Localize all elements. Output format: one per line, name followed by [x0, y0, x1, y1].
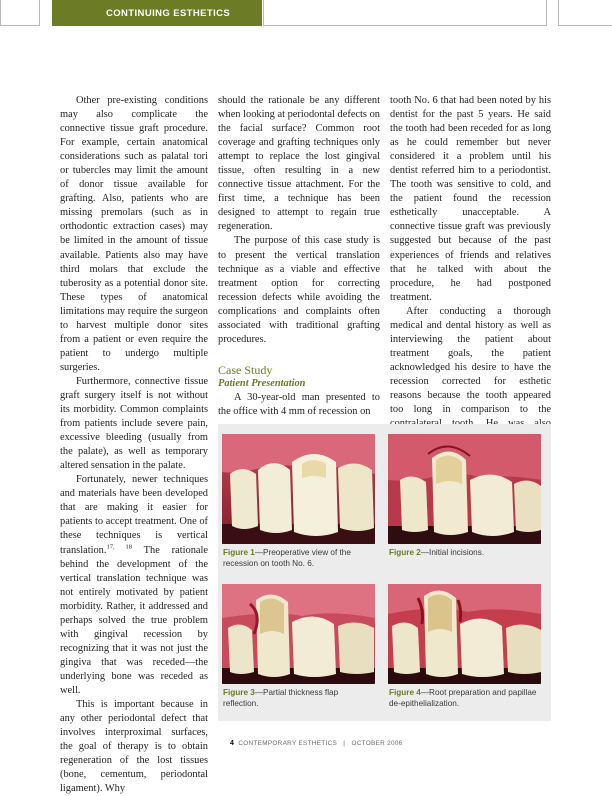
page-number: 4 — [230, 740, 235, 747]
caption-text: —Root preparation and papillae de-epithelialization. — [389, 688, 537, 708]
figure-3-caption — [223, 688, 373, 709]
paragraph-text: The rationale behind the development of the vertical translation technique was not entirely motivated by patient morbidity. Rather, it addressed and perhaps solved the true problem with gingival recession by recognizing that it was not just the gingiva that was receded—the underlying bone was receded as well. — [60, 544, 209, 696]
paragraph: tooth No. 6 that had been noted by his dentist for the past 5 years. He said the tooth had been receded for as long as he could remember but never considered it a problem until his dentist referred him to a periodontist. The tooth was sensitive to cold, and the patient found the recession esthetically unacceptable. A connective tissue graft was previously suggested but because of the past experiences of friends and relatives that he talked with about the procedure, he had postponed treatment. — [390, 95, 551, 303]
figure-label: Figure 3 — [223, 688, 255, 697]
caption-text: —Partial thickness flap reflection. — [223, 688, 339, 708]
header-center-box — [263, 0, 547, 26]
figure-3-photo — [222, 584, 375, 684]
footer-separator: | — [343, 740, 346, 747]
figure-label: Figure 4 — [389, 688, 421, 697]
paragraph: After conducting a thorough medical and dental history as well as interviewing the patient about treatment goals, the patient acknowledged his desire to have the recession corrected for esthetic reasons because the tooth appeared too long in comparison to the — [390, 305, 551, 416]
text-column-1 — [60, 94, 208, 796]
paragraph — [60, 473, 208, 698]
paragraph: This is important because in any other periodontal defect that involves interproximal surfaces, the goal of therapy is to obtain regeneration of the lost tissues (bone, cementum, periodontal ligament). Why — [60, 699, 208, 795]
figure-label: Figure 2 — [389, 548, 421, 557]
header-right-box — [558, 0, 612, 26]
caption-text: —Initial incisions. — [420, 548, 485, 557]
paragraph: should the rationale be any different when looking at periodontal defects on the facial surface? Common root coverage and grafting techniques only attempt to replace the lost gingival tissue, often resulting in a new connective tissue attachment. For the first time, a technique has been designed to attempt to regain true regeneration. — [218, 95, 380, 233]
figure-4-photo — [388, 584, 541, 684]
figure-2-caption — [389, 548, 539, 559]
text-column-2 — [218, 94, 380, 419]
figure-2-photo — [388, 434, 541, 544]
caption-text: —Preoperative view of the recession on tooth No. 6. — [223, 548, 351, 568]
figure-1-photo — [222, 434, 375, 544]
figure-4-caption — [389, 688, 539, 709]
paragraph: The purpose of this case study is to present the vertical translation technique as a viable and effective treatment option for correcting recession defects while avoiding the complications and complaints often associated with traditional grafting procedures. — [218, 235, 380, 345]
section-title: CONTINUING ESTHETICS — [106, 8, 231, 19]
figure-1-caption — [223, 548, 373, 569]
header-left-box — [0, 0, 40, 26]
figure-label: Figure 1 — [223, 548, 255, 557]
section-heading: Case Study — [218, 362, 273, 377]
paragraph-text: Fortunately, newer techniques and materials have been developed that are making it easier for patients to accept treatment. One of these techniques is vertical translation. — [60, 474, 208, 556]
issue-date: OCTOBER 2006 — [351, 740, 403, 747]
subsection-heading: Patient Presentation — [218, 377, 306, 389]
paragraph: A 30-year-old man presented to the office with 4 mm of recession on — [218, 391, 380, 417]
text-column-3 — [390, 94, 551, 445]
reference-superscript: 17, 18 — [106, 543, 132, 551]
figure-panel — [218, 424, 551, 721]
paragraph: Furthermore, connective tissue graft surgery itself is not without its morbidity. Common complaints from patients include severe pain, excessive bleeding (usually from the palate), as well as temporary altered sensation in the palate. — [60, 375, 208, 472]
page-footer — [230, 740, 403, 747]
paragraph: Other pre-existing conditions may also complicate the connective tissue graft procedure. For example, certain anatomical considerations such as palatal tori or tubercles may limit the amount of donor tissue available for grafting. Also, patients who are missing premolars (such as in orthodontic extraction cases) may be limited in the amount of tissue available. Patients also may have third molars that exclude the tuberosity as a potential donor site. These types of anatomical limitations may require the surgeon to harvest multiple donor sites from a patient or even require the patient to undergo multiple surgeries. — [60, 95, 208, 373]
journal-name: CONTEMPORARY ESTHETICS — [238, 740, 338, 747]
